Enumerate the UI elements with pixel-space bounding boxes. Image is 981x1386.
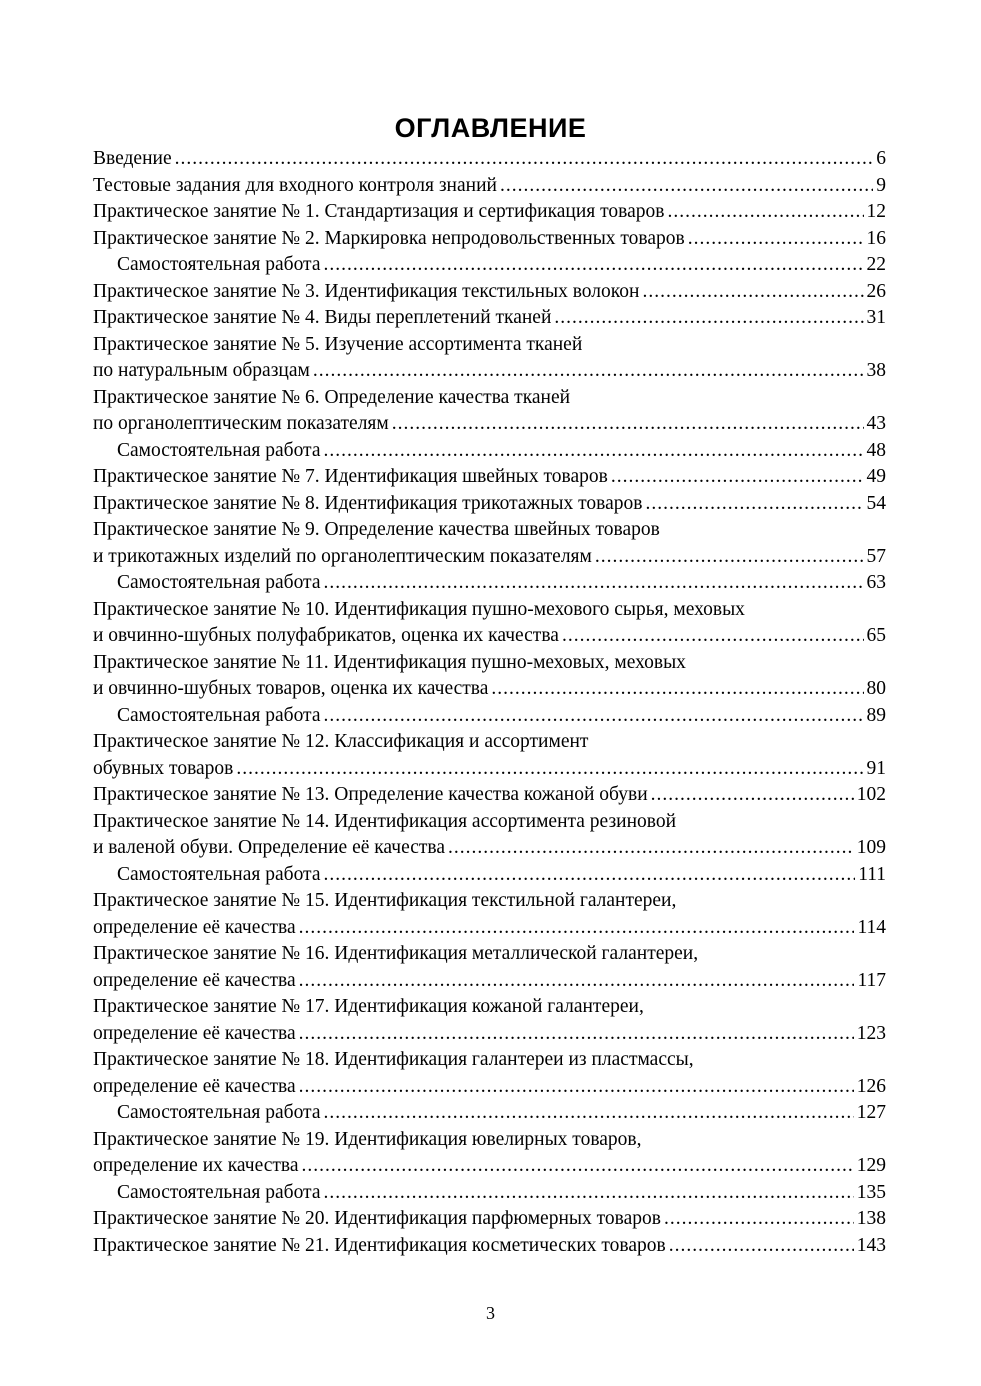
dot-leader — [323, 252, 863, 279]
toc-entry[interactable] — [93, 279, 886, 306]
toc-entry-title: Самостоятельная работа — [117, 704, 321, 726]
dot-leader — [323, 703, 863, 730]
toc-entry[interactable] — [93, 782, 886, 809]
toc-entry-page: 138 — [856, 1208, 886, 1229]
toc-entry-row — [93, 464, 886, 491]
dot-leader — [299, 915, 855, 942]
toc-entry[interactable] — [93, 1127, 886, 1180]
toc-entry-page: 102 — [856, 784, 886, 805]
dot-leader — [611, 464, 864, 491]
toc-entry-page: 16 — [866, 227, 886, 249]
toc-entry[interactable] — [93, 1047, 886, 1100]
dot-leader — [323, 438, 863, 465]
toc-entry-page: 117 — [857, 969, 886, 991]
toc-entry-title: Самостоятельная работа — [117, 1102, 321, 1123]
toc-entry-title: Самостоятельная работа — [117, 1181, 321, 1203]
toc-subentry[interactable] — [93, 570, 886, 597]
toc-entry-title: определение их качества — [93, 1155, 299, 1176]
toc-entry-page: 126 — [856, 1075, 886, 1097]
toc-entry-page: 22 — [866, 254, 886, 275]
toc-entry-row — [93, 1233, 886, 1260]
dot-leader — [642, 279, 863, 306]
toc-subentry[interactable] — [93, 1180, 886, 1207]
toc-entry-title-line: Практическое занятие № 17. Идентификация кожаной галантереи, — [93, 996, 644, 1017]
toc-entry-title: Самостоятельная работа — [117, 439, 321, 461]
toc-entry-row — [93, 915, 886, 942]
toc-entry-page: 57 — [866, 545, 886, 567]
dot-leader — [554, 305, 863, 332]
dot-leader — [236, 756, 863, 783]
toc-entry-title: Практическое занятие № 2. Маркировка непродовольственных товаров — [93, 227, 685, 249]
toc-entry[interactable] — [93, 888, 886, 941]
toc-entry-title: Самостоятельная работа — [117, 254, 321, 275]
toc-entry-row — [93, 835, 886, 862]
toc-entry-title-line: Практическое занятие № 15. Идентификация текстильной галантереи, — [93, 890, 677, 911]
toc-entry-title-line: Практическое занятие № 19. Идентификация ювелирных товаров, — [93, 1128, 642, 1150]
dot-leader — [688, 226, 864, 253]
toc-entry-title-line: Практическое занятие № 18. Идентификация галантереи из пластмассы, — [93, 1049, 694, 1070]
toc-subentry[interactable] — [93, 1100, 886, 1127]
toc-entry[interactable] — [93, 332, 886, 385]
toc-entry-title-line: Практическое занятие № 11. Идентификация пушно-меховых, меховых — [93, 651, 686, 673]
table-of-contents — [93, 146, 886, 1259]
toc-subentry[interactable] — [93, 438, 886, 465]
page-number: 3 — [486, 1303, 495, 1323]
toc-entry-title: по натуральным образцам — [93, 360, 310, 381]
toc-entry-title: и овчинно-шубных товаров, оценка их качества — [93, 678, 489, 699]
toc-entry-page: 9 — [876, 174, 886, 196]
toc-entry-title: определение её качества — [93, 969, 296, 991]
toc-entry-row — [93, 1180, 886, 1207]
dot-leader — [651, 782, 854, 809]
toc-entry-row — [93, 782, 886, 809]
toc-entry-title: Практическое занятие № 13. Определение качества кожаной обуви — [93, 784, 648, 805]
page-title: ОГЛАВЛЕНИЕ — [394, 113, 587, 144]
toc-entry-title: Тестовые задания для входного контроля знаний — [93, 174, 497, 196]
dot-leader — [667, 199, 863, 226]
toc-entry-page: 48 — [866, 439, 886, 461]
toc-entry-row — [93, 1100, 886, 1127]
toc-entry-title-line: Практическое занятие № 16. Идентификация металлической галантереи, — [93, 943, 699, 964]
toc-entry-row — [93, 305, 886, 332]
toc-subentry[interactable] — [93, 703, 886, 730]
toc-entry-row — [93, 968, 886, 995]
toc-entry-page: 91 — [866, 757, 886, 779]
toc-entry-title: и валеной обуви. Определение её качества — [93, 837, 446, 858]
toc-entry[interactable] — [93, 385, 886, 438]
toc-entry-page: 80 — [866, 678, 886, 699]
toc-entry-row — [93, 199, 886, 226]
toc-entry[interactable] — [93, 226, 886, 253]
toc-entry-row — [93, 862, 886, 889]
toc-entry-row — [93, 411, 886, 438]
toc-entry-page: 109 — [856, 837, 886, 858]
toc-entry-title-line: Практическое занятие № 12. Классификация и ассортимент — [93, 731, 589, 752]
toc-entry-title: Практическое занятие № 3. Идентификация текстильных волокон — [93, 280, 640, 302]
dot-leader — [491, 676, 863, 703]
dot-leader — [323, 570, 863, 597]
toc-entry-title: обувных товаров — [93, 757, 234, 779]
toc-subentry[interactable] — [93, 862, 886, 889]
toc-entry-page: 65 — [866, 625, 886, 646]
toc-entry-row — [93, 623, 886, 650]
dot-leader — [323, 1180, 853, 1207]
toc-entry-title-line: Практическое занятие № 6. Определение качества тканей — [93, 386, 571, 408]
toc-entry[interactable] — [93, 1206, 886, 1233]
toc-entry-title: и трикотажных изделий по органолептическим показателям — [93, 545, 592, 567]
dot-leader — [313, 358, 864, 385]
toc-entry-title: по органолептическим показателям — [93, 413, 389, 434]
toc-entry-row — [93, 544, 886, 571]
toc-entry-title-line: Практическое занятие № 14. Идентификация ассортимента резиновой — [93, 810, 677, 832]
toc-entry-page: 123 — [856, 1022, 886, 1044]
toc-entry-title: Практическое занятие № 8. Идентификация трикотажных товаров — [93, 492, 643, 514]
dot-leader — [323, 862, 855, 889]
toc-entry-page: 38 — [866, 360, 886, 381]
toc-entry-title: Самостоятельная работа — [117, 572, 321, 593]
toc-entry-page: 135 — [856, 1181, 886, 1203]
dot-leader — [323, 1100, 853, 1127]
toc-entry[interactable] — [93, 491, 886, 518]
toc-entry-title: Практическое занятие № 4. Виды переплетений тканей — [93, 307, 552, 328]
toc-entry-row — [93, 358, 886, 385]
toc-entry[interactable] — [93, 173, 886, 200]
toc-entry-title: Практическое занятие № 7. Идентификация швейных товаров — [93, 466, 608, 487]
toc-entry-page: 49 — [866, 466, 886, 487]
toc-entry-row — [93, 279, 886, 306]
toc-entry[interactable] — [93, 994, 886, 1047]
toc-entry-page: 111 — [858, 863, 886, 885]
toc-entry-page: 143 — [856, 1234, 886, 1256]
toc-entry-page: 129 — [856, 1155, 886, 1176]
toc-entry-row — [93, 438, 886, 465]
dot-leader — [448, 835, 854, 862]
toc-entry-title: Введение — [93, 148, 172, 169]
toc-entry-title-line: Практическое занятие № 5. Изучение ассортимента тканей — [93, 333, 583, 355]
dot-leader — [595, 544, 864, 571]
toc-entry-title-line: Практическое занятие № 10. Идентификация пушно-мехового сырья, меховых — [93, 598, 745, 620]
toc-entry-page: 6 — [876, 148, 886, 169]
toc-entry[interactable] — [93, 464, 886, 491]
toc-subentry[interactable] — [93, 252, 886, 279]
toc-entry-title: Практическое занятие № 20. Идентификация парфюмерных товаров — [93, 1208, 661, 1229]
toc-entry[interactable] — [93, 199, 886, 226]
dot-leader — [302, 1153, 854, 1180]
toc-entry[interactable] — [93, 305, 886, 332]
toc-entry-title: Практическое занятие № 21. Идентификация косметических товаров — [93, 1234, 666, 1256]
toc-entry-title: определение её качества — [93, 1075, 296, 1097]
dot-leader — [645, 491, 863, 518]
toc-entry-title: и овчинно-шубных полуфабрикатов, оценка их качества — [93, 625, 559, 646]
toc-entry[interactable] — [93, 597, 886, 650]
toc-entry-page: 127 — [856, 1102, 886, 1123]
dot-leader — [299, 1021, 854, 1048]
toc-entry-row — [93, 173, 886, 200]
toc-entry[interactable] — [93, 517, 886, 570]
toc-entry-title: Практическое занятие № 1. Стандартизация и сертификация товаров — [93, 201, 665, 222]
toc-entry-title: определение её качества — [93, 916, 296, 938]
toc-entry[interactable] — [93, 729, 886, 782]
toc-entry-page: 114 — [857, 916, 886, 938]
toc-entry[interactable] — [93, 1233, 886, 1260]
dot-leader — [392, 411, 864, 438]
toc-entry-page: 12 — [866, 201, 886, 222]
dot-leader — [299, 968, 855, 995]
toc-entry-row — [93, 226, 886, 253]
toc-entry-title: определение её качества — [93, 1022, 296, 1044]
toc-entry-row — [93, 1153, 886, 1180]
dot-leader — [664, 1206, 854, 1233]
toc-entry-page: 43 — [866, 413, 886, 434]
toc-entry-title-line: Практическое занятие № 9. Определение качества швейных товаров — [93, 519, 660, 540]
toc-entry-row — [93, 570, 886, 597]
toc-entry-page: 54 — [866, 492, 886, 514]
toc-entry-title: Самостоятельная работа — [117, 863, 321, 885]
toc-entry-row — [93, 1074, 886, 1101]
toc-entry[interactable] — [93, 941, 886, 994]
dot-leader — [500, 173, 873, 200]
toc-entry-page: 89 — [866, 704, 886, 726]
toc-entry-row — [93, 146, 886, 173]
toc-entry-page: 63 — [866, 572, 886, 593]
toc-entry-page: 31 — [866, 307, 886, 328]
toc-entry-row — [93, 756, 886, 783]
dot-leader — [562, 623, 864, 650]
dot-leader — [669, 1233, 854, 1260]
toc-entry-row — [93, 676, 886, 703]
toc-entry[interactable] — [93, 809, 886, 862]
toc-entry-page: 26 — [866, 280, 886, 302]
toc-entry-row — [93, 703, 886, 730]
toc-entry-row — [93, 1021, 886, 1048]
toc-entry[interactable] — [93, 146, 886, 173]
toc-entry[interactable] — [93, 650, 886, 703]
toc-entry-row — [93, 491, 886, 518]
dot-leader — [299, 1074, 854, 1101]
toc-entry-row — [93, 1206, 886, 1233]
dot-leader — [175, 146, 874, 173]
toc-entry-row — [93, 252, 886, 279]
